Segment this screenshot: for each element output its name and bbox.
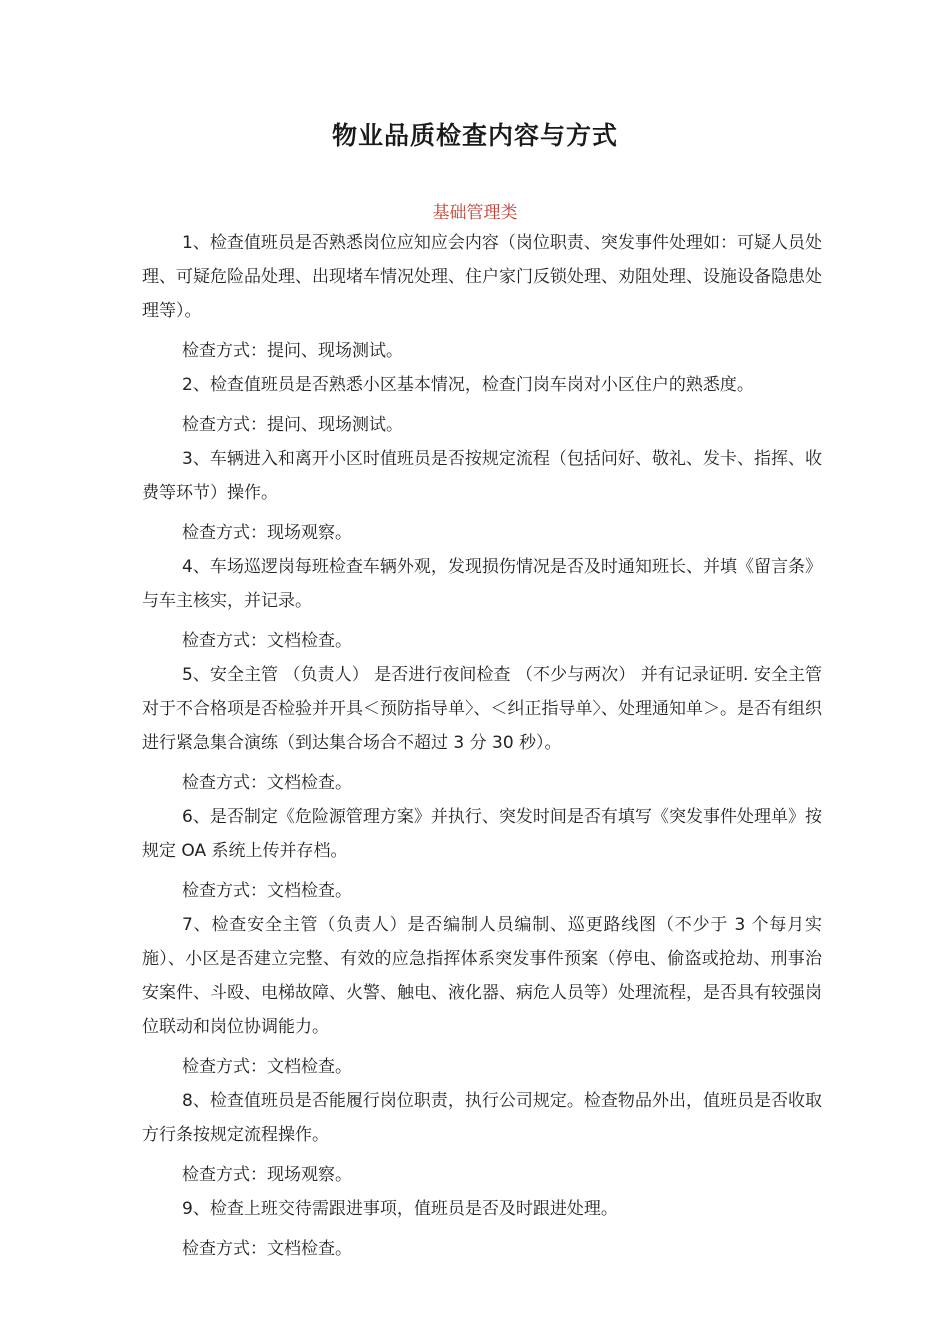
check-method-1: 检查方式：提问、现场测试。 bbox=[182, 341, 403, 361]
check-item-1: 1、检查值班员是否熟悉岗位应知应会内容（岗位职责、突发事件处理如：可疑人员处理、可疑危险品处理、出现堵车情况处理、住户家门反锁处理、劝阻处理、设施设备隐患处理等）。 bbox=[142, 233, 822, 321]
document-body bbox=[142, 226, 822, 1266]
check-method-4: 检查方式：文档检查。 bbox=[182, 631, 352, 651]
check-method-6: 检查方式：文档检查。 bbox=[182, 881, 352, 901]
check-item-3: 3、车辆进入和离开小区时值班员是否按规定流程（包括问好、敬礼、发卡、指挥、收费等环节）操作。 bbox=[142, 449, 822, 503]
check-method-5: 检查方式：文档检查。 bbox=[182, 773, 352, 793]
check-item-2: 2、检查值班员是否熟悉小区基本情况，检查门岗车岗对小区住户的熟悉度。 bbox=[182, 375, 754, 395]
check-item-7: 7、检查安全主管（负责人）是否编制人员编制、巡更路线图（不少于 3 个每月实施）、小区是否建立完整、有效的应急指挥体系突发事件预案（停电、偷盗或抢劫、刑事治安案件、斗殴、电梯故障、火警、触电、液化器、病危人员等）处理流程，是否具有较强岗位联动和岗位协调能力。 bbox=[142, 915, 822, 1037]
check-method-9: 检查方式：文档检查。 bbox=[182, 1239, 352, 1259]
check-method-3: 检查方式：现场观察。 bbox=[182, 523, 352, 543]
check-item-4: 4、车场巡逻岗每班检查车辆外观，发现损伤情况是否及时通知班长、并填《留言条》与车主核实，并记录。 bbox=[142, 557, 822, 611]
document-title: 物业品质检查内容与方式 bbox=[331, 120, 618, 150]
check-method-7: 检查方式：文档检查。 bbox=[182, 1057, 352, 1077]
check-method-2: 检查方式：提问、现场测试。 bbox=[182, 415, 403, 435]
check-item-8: 8、检查值班员是否能履行岗位职责，执行公司规定。检查物品外出，值班员是否收取方行条按规定流程操作。 bbox=[142, 1091, 822, 1145]
check-method-8: 检查方式：现场观察。 bbox=[182, 1165, 352, 1185]
check-item-6: 6、是否制定《危险源管理方案》并执行、突发时间是否有填写《突发事件处理单》按规定 OA 系统上传并存档。 bbox=[142, 807, 822, 861]
check-item-9: 9、检查上班交待需跟进事项，值班员是否及时跟进处理。 bbox=[182, 1199, 618, 1219]
section-title: 基础管理类 bbox=[432, 203, 518, 223]
check-item-5: 5、安全主管 （负责人） 是否进行夜间检查 （不少与两次） 并有记录证明. 安全主管对于不合格项是否检验并开具＜预防指导单〉、＜纠正指导单〉、处理通知单＞。是否有组织进行紧急集合演练（到达集合场合不超过 3 分 30 秒）。 bbox=[142, 665, 822, 753]
